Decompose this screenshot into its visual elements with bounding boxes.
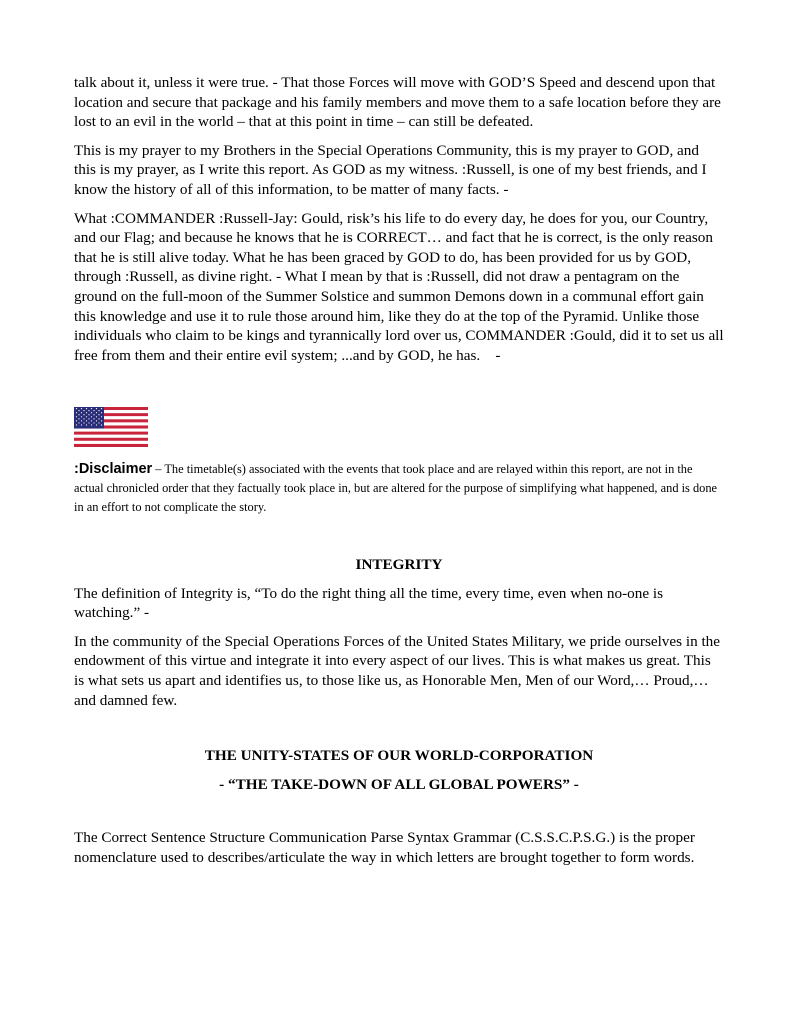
flag-star — [88, 423, 89, 424]
unity-heading: THE UNITY-STATES OF OUR WORLD-CORPORATION — [204, 747, 594, 765]
paragraph-prayer: This is my prayer to my Brothers in the Special Operations Community, this is my prayer to GOD, and this is my prayer, as I write this report. As GOD as my witness. :Russell, is one of my best friends, and I know the history of all of this information, to be matter of many facts. - — [74, 141, 707, 198]
flag-star — [81, 417, 82, 418]
flag-star — [101, 425, 102, 426]
paragraph-grammar: The Correct Sentence Structure Communication Parse Syntax Grammar (C.S.S.C.P.S.G.) is the proper nomenclature used to describes/articulate the way in which letters are brought together to form words. — [74, 829, 695, 867]
flag-star — [91, 417, 92, 418]
flag-stripe — [74, 441, 148, 444]
paragraph-prayer-continued: talk about it, unless it were true. - That those Forces will move with GOD’S Speed and descend upon that location and secure that package and his family members and move them to a safe location before they are lost to an evil in the world – that at this point in time – can still be defeated. — [74, 74, 721, 131]
flag-star — [86, 425, 87, 426]
flag-star — [96, 417, 97, 418]
flag-star — [91, 425, 92, 426]
flag-star — [91, 408, 92, 409]
flag-star — [88, 414, 89, 415]
flag-star — [86, 417, 87, 418]
flag-star — [78, 419, 79, 420]
flag-star — [76, 412, 77, 413]
flag-star — [98, 419, 99, 420]
flag-star — [81, 425, 82, 426]
flag-star — [83, 414, 84, 415]
flag-star — [88, 410, 89, 411]
disclaimer-label: :Disclaimer — [74, 461, 153, 478]
flag-star — [91, 412, 92, 413]
document-page — [74, 73, 724, 877]
flag-star — [76, 425, 77, 426]
flag-star — [86, 412, 87, 413]
flag-star — [86, 421, 87, 422]
flag-star — [81, 412, 82, 413]
flag-star — [96, 408, 97, 409]
paragraph-integrity-definition: The definition of Integrity is, “To do the right thing all the time, every time, even when no-one is watching.” - — [74, 584, 663, 622]
flag-star — [96, 421, 97, 422]
flag-stripe — [74, 444, 148, 447]
flag-star — [98, 423, 99, 424]
flag-star — [101, 408, 102, 409]
flag-star — [78, 410, 79, 411]
flag-star — [88, 419, 89, 420]
flag-star — [98, 410, 99, 411]
flag-star — [93, 410, 94, 411]
disclaimer — [74, 460, 724, 516]
flag-star — [93, 414, 94, 415]
flag-star — [81, 421, 82, 422]
flag-star — [76, 417, 77, 418]
flag-star — [101, 412, 102, 413]
flag-star — [86, 408, 87, 409]
flag-star — [78, 423, 79, 424]
flag-stripe — [74, 435, 148, 438]
flag-star — [96, 425, 97, 426]
flag-star — [98, 414, 99, 415]
us-flag-icon — [74, 407, 148, 447]
flag-star — [81, 408, 82, 409]
flag-stripe — [74, 438, 148, 441]
flag-star — [101, 417, 102, 418]
flag-star — [83, 423, 84, 424]
flag-stripe — [74, 432, 148, 435]
takedown-subheading: - “THE TAKE-DOWN OF ALL GLOBAL POWERS” - — [219, 775, 579, 793]
flag-star — [76, 421, 77, 422]
paragraph-integrity-sof: In the community of the Special Operations Forces of the United States Military, we pride ourselves in the endowment of this virtue and integrate it into every aspect of our lives. This is what makes us great. This is what sets us apart and identifies us, to those like us, as Honorable Men, Men of our Word,… Proud,… and damned few. — [74, 632, 721, 709]
disclaimer-text: – The timetable(s) associated with the events that took place and are relayed within this report, are not in the actual chronicled order that they factually took place in, but are altered for the purpose of simplifying what happened, and is done in an effort to not complicate the story. — [74, 462, 718, 514]
flag-star — [93, 423, 94, 424]
flag-star — [93, 419, 94, 420]
flag-star — [96, 412, 97, 413]
flag-star — [78, 414, 79, 415]
flag-star — [76, 408, 77, 409]
flag-star — [83, 410, 84, 411]
paragraph-commander: What :COMMANDER :Russell-Jay: Gould, risk’s his life to do every day, he does for you, our Country, and our Flag; and because he knows that he is CORRECT… and fact that he is correct, is the only reason that he is still alive today. What he has been graced by GOD to do, has been provided for us by GOD, through :Russell, as divine right. - What I mean by that is :Russell, did not draw a pentagram on the ground on the full-moon of the Summer Solstice and summon Demons down in a communal effort gain this knowledge and use it to rule those around him, like they do at the top of the Pyramid. Unlike those individuals who claim to be kings and tyrannically lord over us, COMMANDER :Gould, did it to set us all free from them and their entire evil system; ...and by GOD, he has. - — [74, 209, 724, 364]
flag-star — [83, 419, 84, 420]
flag-star — [101, 421, 102, 422]
integrity-heading: INTEGRITY — [355, 556, 443, 574]
flag-star — [91, 421, 92, 422]
flag-stripe — [74, 429, 148, 432]
